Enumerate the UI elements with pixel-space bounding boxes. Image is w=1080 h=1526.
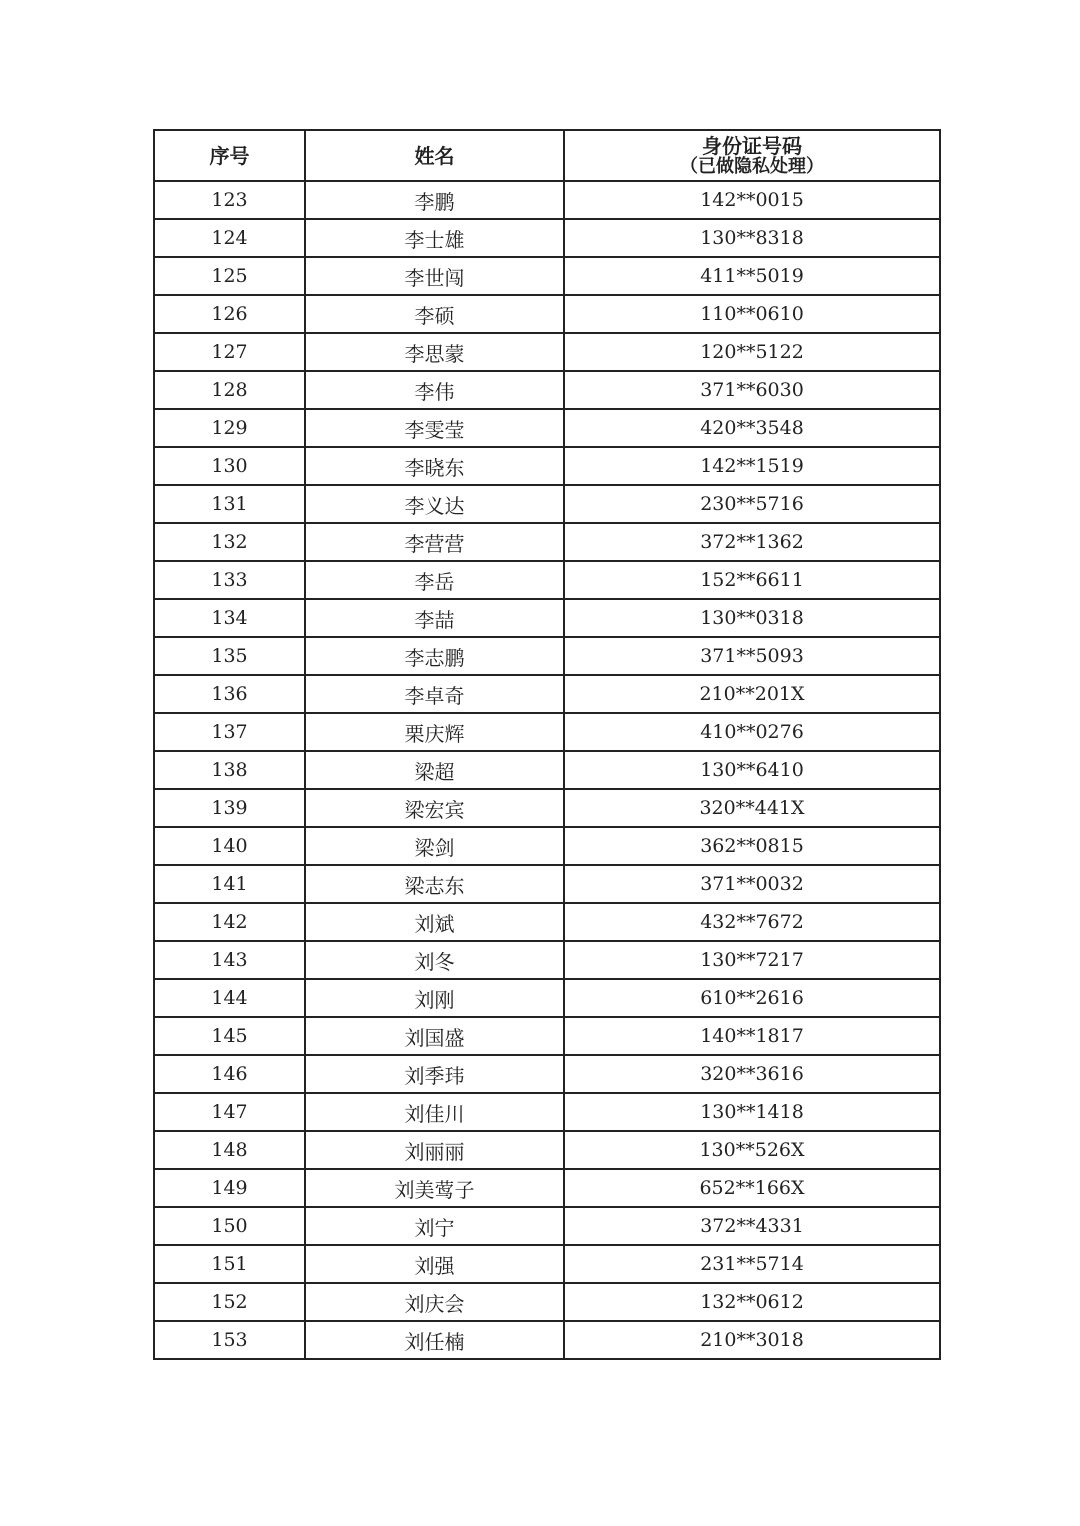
- table-row: [154, 1093, 940, 1131]
- table-row: [154, 447, 940, 485]
- table-row: [154, 1207, 940, 1245]
- id-number-cell: 362**0815: [564, 827, 940, 865]
- name-cell: 李岳: [305, 561, 564, 599]
- serial-number-cell: 144: [154, 979, 305, 1017]
- header-serial-number: 序号: [154, 130, 305, 181]
- table-row: [154, 1131, 940, 1169]
- table-body: [154, 181, 940, 1359]
- serial-number-cell: 139: [154, 789, 305, 827]
- serial-number-cell: 148: [154, 1131, 305, 1169]
- name-cell: 李营营: [305, 523, 564, 561]
- serial-number-cell: 145: [154, 1017, 305, 1055]
- id-number-cell: 610**2616: [564, 979, 940, 1017]
- name-cell: 刘任楠: [305, 1321, 564, 1359]
- id-number-cell: 210**3018: [564, 1321, 940, 1359]
- id-number-cell: 130**8318: [564, 219, 940, 257]
- table-row: [154, 1283, 940, 1321]
- header-name: 姓名: [305, 130, 564, 181]
- table-row: [154, 219, 940, 257]
- name-cell: 李士雄: [305, 219, 564, 257]
- name-cell: 刘丽丽: [305, 1131, 564, 1169]
- id-number-cell: 372**4331: [564, 1207, 940, 1245]
- table-row: [154, 827, 940, 865]
- name-cell: 刘强: [305, 1245, 564, 1283]
- serial-number-cell: 136: [154, 675, 305, 713]
- table-header: [154, 130, 940, 181]
- name-cell: 梁宏宾: [305, 789, 564, 827]
- id-number-cell: 132**0612: [564, 1283, 940, 1321]
- table-row: [154, 485, 940, 523]
- table-row: [154, 789, 940, 827]
- table-row: [154, 523, 940, 561]
- name-cell: 李世闯: [305, 257, 564, 295]
- serial-number-cell: 146: [154, 1055, 305, 1093]
- table-row: [154, 409, 940, 447]
- id-number-cell: 372**1362: [564, 523, 940, 561]
- table-row: [154, 637, 940, 675]
- serial-number-cell: 137: [154, 713, 305, 751]
- header-id-number: [564, 130, 940, 181]
- name-cell: 李雯莹: [305, 409, 564, 447]
- name-cell: 刘刚: [305, 979, 564, 1017]
- name-cell: 梁剑: [305, 827, 564, 865]
- id-number-cell: 140**1817: [564, 1017, 940, 1055]
- serial-number-cell: 123: [154, 181, 305, 219]
- id-number-cell: 411**5019: [564, 257, 940, 295]
- serial-number-cell: 128: [154, 371, 305, 409]
- roster-table: [153, 129, 941, 1360]
- id-number-cell: 152**6611: [564, 561, 940, 599]
- serial-number-cell: 126: [154, 295, 305, 333]
- table-row: [154, 979, 940, 1017]
- serial-number-cell: 152: [154, 1283, 305, 1321]
- name-cell: 李鹏: [305, 181, 564, 219]
- serial-number-cell: 131: [154, 485, 305, 523]
- id-number-cell: 110**0610: [564, 295, 940, 333]
- serial-number-cell: 153: [154, 1321, 305, 1359]
- serial-number-cell: 147: [154, 1093, 305, 1131]
- id-number-cell: 410**0276: [564, 713, 940, 751]
- table-row: [154, 181, 940, 219]
- name-cell: 李义达: [305, 485, 564, 523]
- id-number-cell: 432**7672: [564, 903, 940, 941]
- id-number-cell: 230**5716: [564, 485, 940, 523]
- id-number-cell: 652**166X: [564, 1169, 940, 1207]
- table-row: [154, 371, 940, 409]
- serial-number-cell: 129: [154, 409, 305, 447]
- id-number-cell: 371**6030: [564, 371, 940, 409]
- table-row: [154, 599, 940, 637]
- table-row: [154, 1321, 940, 1359]
- table-row: [154, 941, 940, 979]
- id-number-cell: 130**526X: [564, 1131, 940, 1169]
- header-id-title: 身份证号码: [702, 133, 802, 158]
- table-row: [154, 675, 940, 713]
- serial-number-cell: 150: [154, 1207, 305, 1245]
- serial-number-cell: 124: [154, 219, 305, 257]
- name-cell: 刘宁: [305, 1207, 564, 1245]
- id-number-cell: 130**7217: [564, 941, 940, 979]
- header-row: [154, 130, 940, 181]
- id-number-cell: 231**5714: [564, 1245, 940, 1283]
- serial-number-cell: 127: [154, 333, 305, 371]
- id-number-cell: 371**5093: [564, 637, 940, 675]
- serial-number-cell: 143: [154, 941, 305, 979]
- serial-number-cell: 149: [154, 1169, 305, 1207]
- serial-number-cell: 135: [154, 637, 305, 675]
- name-cell: 刘冬: [305, 941, 564, 979]
- serial-number-cell: 133: [154, 561, 305, 599]
- id-number-cell: 420**3548: [564, 409, 940, 447]
- name-cell: 刘国盛: [305, 1017, 564, 1055]
- header-id-note: （已做隐私处理）: [680, 155, 824, 177]
- name-cell: 刘美莺子: [305, 1169, 564, 1207]
- serial-number-cell: 134: [154, 599, 305, 637]
- table-row: [154, 1017, 940, 1055]
- table-row: [154, 1169, 940, 1207]
- serial-number-cell: 125: [154, 257, 305, 295]
- serial-number-cell: 142: [154, 903, 305, 941]
- id-number-cell: 130**6410: [564, 751, 940, 789]
- name-cell: 栗庆辉: [305, 713, 564, 751]
- name-cell: 李思蒙: [305, 333, 564, 371]
- id-number-cell: 120**5122: [564, 333, 940, 371]
- table-row: [154, 1245, 940, 1283]
- table-row: [154, 751, 940, 789]
- id-number-cell: 210**201X: [564, 675, 940, 713]
- name-cell: 李伟: [305, 371, 564, 409]
- name-cell: 李硕: [305, 295, 564, 333]
- table-row: [154, 713, 940, 751]
- id-number-cell: 371**0032: [564, 865, 940, 903]
- name-cell: 刘佳川: [305, 1093, 564, 1131]
- name-cell: 李晓东: [305, 447, 564, 485]
- serial-number-cell: 151: [154, 1245, 305, 1283]
- serial-number-cell: 141: [154, 865, 305, 903]
- table-row: [154, 903, 940, 941]
- table-row: [154, 333, 940, 371]
- id-number-cell: 130**0318: [564, 599, 940, 637]
- name-cell: 李卓奇: [305, 675, 564, 713]
- id-number-cell: 320**3616: [564, 1055, 940, 1093]
- serial-number-cell: 130: [154, 447, 305, 485]
- id-number-cell: 142**0015: [564, 181, 940, 219]
- id-number-cell: 130**1418: [564, 1093, 940, 1131]
- name-cell: 李喆: [305, 599, 564, 637]
- name-cell: 刘斌: [305, 903, 564, 941]
- serial-number-cell: 132: [154, 523, 305, 561]
- table-row: [154, 865, 940, 903]
- serial-number-cell: 138: [154, 751, 305, 789]
- id-number-cell: 320**441X: [564, 789, 940, 827]
- name-cell: 李志鹏: [305, 637, 564, 675]
- table-row: [154, 295, 940, 333]
- name-cell: 梁志东: [305, 865, 564, 903]
- table-row: [154, 561, 940, 599]
- serial-number-cell: 140: [154, 827, 305, 865]
- id-number-cell: 142**1519: [564, 447, 940, 485]
- name-cell: 刘季玮: [305, 1055, 564, 1093]
- name-cell: 刘庆会: [305, 1283, 564, 1321]
- table-row: [154, 1055, 940, 1093]
- table-row: [154, 257, 940, 295]
- name-cell: 梁超: [305, 751, 564, 789]
